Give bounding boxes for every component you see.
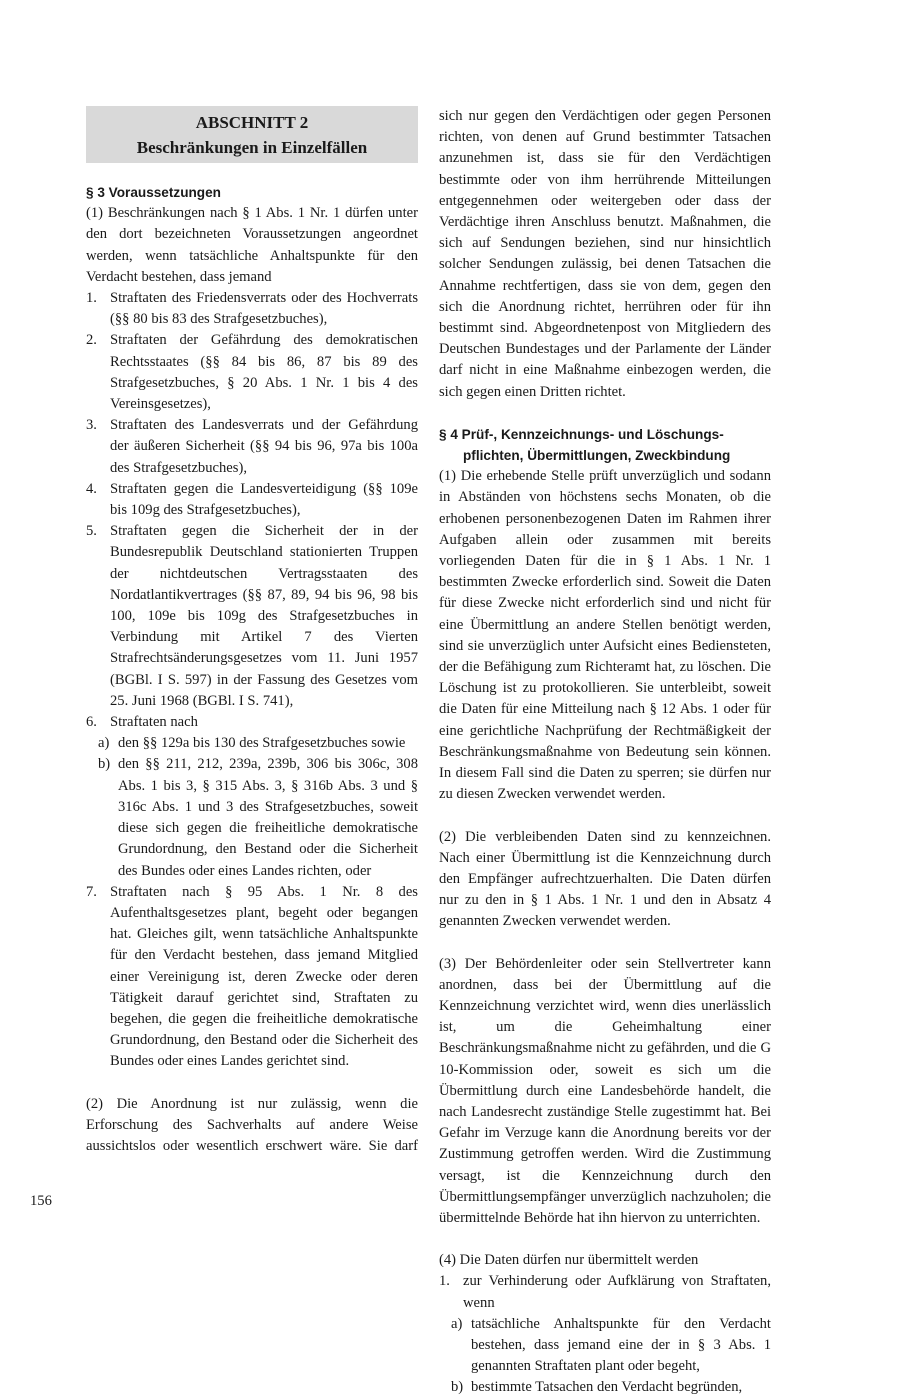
sublist-item [439, 1377, 771, 1398]
item1-sublist [439, 1314, 771, 1399]
sub-letter: a) [98, 735, 110, 752]
sec4-paragraph-4-intro: (4) Die Daten dürfen nur übermittelt werden [439, 1252, 699, 1269]
item-text: Straftaten des Friedensverrats oder des Hochverrats (§§ 80 bis 83 des Strafgesetzbuches), [110, 290, 418, 328]
sec4-paragraph-3: (3) Der Behördenleiter oder sein Stellvertreter kann anordnen, dass bei der Übermittlung auf die Kennzeichnung verzichtet wird, wenn dies unerlässlich ist, um die Geheimhaltung einer Beschränkungsmaßnahme nicht zu gefährden, und die G 10-Kommission oder, soweit es sich um die Übermittlung durch eine Landesbehörde handelt, die nach Landesrecht zuständige Stelle zugestimmt hat. Bei Gefahr im Verzuge kann die Anordnung bereits vor der Zustimmung getroffen werden. Wird die Zustimmung versagt, ist die Kennzeichnung durch den Übermittlungsempfänger unverzüglich nachzuholen; die übermittelnde Behörde hat ihn hiervon zu unterrichten. [439, 955, 771, 1226]
list-item [439, 1271, 771, 1398]
sec3-offence-list [86, 288, 418, 1073]
item-number: 4. [86, 480, 97, 497]
list-item [86, 712, 418, 882]
sub-text: den §§ 129a bis 130 des Strafgesetzbuches sowie [118, 735, 406, 752]
left-column [86, 106, 418, 1157]
sub-letter: a) [451, 1315, 463, 1332]
item-text: Straftaten des Landesverrats und der Gefährdung der äußeren Sicherheit (§§ 94 bis 96, 97a bis 100a des Strafgesetzbuches), [110, 417, 418, 476]
item-text: Straftaten nach [110, 714, 198, 731]
list-item [86, 479, 418, 521]
sec3-paragraph-1-intro: (1) Beschränkungen nach § 1 Abs. 1 Nr. 1 dürfen unter den dort bezeichneten Voraussetzungen angeordnet werden, wenn tatsächliche Anhaltspunkte für den Verdacht bestehen, dass jemand [86, 205, 418, 285]
item-number: 7. [86, 883, 97, 900]
list-item [86, 330, 418, 415]
sub-letter: b) [98, 756, 111, 773]
item-text: Straftaten der Gefährdung des demokratischen Rechtsstaates (§§ 84 bis 86, 87 bis 89 des Strafgesetzbuches, § 20 Abs. 1 Nr. 1 bis 4 des Vereinsgesetzes), [110, 332, 418, 413]
sec4-paragraph-2: (2) Die verbleibenden Daten sind zu kennzeichnen. Nach einer Übermittlung ist die Kennzeichnung durch den Empfänger aufrechtzuerhalten. Die Daten dürfen nur zu den in § 1 Abs. 1 Nr. 1 und den in Absatz 4 genannten Zwecken verwendet werden. [439, 828, 771, 930]
section-banner [86, 106, 418, 163]
right-column [439, 106, 771, 1399]
item-number: 1. [439, 1273, 450, 1290]
section-banner-title: ABSCHNITT 2 [195, 113, 309, 132]
sub-text: tatsächliche Anhaltspunkte für den Verdacht bestehen, dass jemand eine der in § 3 Abs. 1 genannten Straftaten plant oder begeht, [471, 1315, 771, 1375]
list-item [86, 415, 418, 479]
section-banner-subtitle: Beschränkungen in Einzelfällen [136, 138, 368, 157]
sec4-heading-line-1: § 4 Prüf-, Kennzeichnungs- und Löschungs- [439, 426, 724, 442]
sub-text: bestimmte Tatsachen den Verdacht begründen, [471, 1379, 743, 1396]
sublist-item [86, 733, 418, 754]
item-number: 6. [86, 714, 97, 731]
item-number: 5. [86, 523, 97, 540]
sec3-paragraph-2-continued: sich nur gegen den Verdächtigen oder gegen Personen richten, von denen auf Grund bestimmter Tatsachen anzunehmen ist, dass sie für den Verdächtigen bestimmte oder von ihm herrührende Mitteilungen entgegennehmen oder weitergeben oder dass der Verdächtige ihren Anschluss benutzt. Maßnahmen, die sich auf Sendungen beziehen, sind nur hinsichtlich solcher Sendungen zulässig, bei denen Tatsachen die Annahme rechtfertigen, dass sie von dem, gegen den sich die Anordnung richtet, herrühren oder für ihn bestimmt sind. Abgeordnetenpost von Mitgliedern des Deutschen Bundestages und der Parlamente der Länder darf nicht in eine Maßnahme einbezogen werden, die sich gegen einen Dritten richtet. [439, 108, 771, 400]
sec4-paragraph-1: (1) Die erhebende Stelle prüft unverzüglich und sodann in Abständen von höchstens sechs Monaten, ob die erhobenen personenbezogenen Daten im Rahmen ihrer Aufgaben allein oder zusammen mit bereits vorliegenden Daten für die in § 1 Abs. 1 Nr. 1 bestimmten Zwecke erforderlich sind. Soweit die Daten für diese Zwecke nicht erforderlich sind und nicht für eine Übermittlung an andere Stellen benötigt werden, sind sie unverzüglich unter Aufsicht eines Bediensteten, der die Befähigung zum Richteramt hat, zu löschen. Die Löschung ist zu protokollieren. Sie unterbleibt, soweit die Daten für eine Mitteilung nach § 12 Abs. 1 oder für eine gerichtliche Nachprüfung der Rechtmäßigkeit der Beschränkungsmaßnahme von Bedeutung sein können. In diesem Fall sind die Daten zu sperren; sie dürfen nur zu diesen Zwecken verwendet werden. [439, 468, 771, 803]
sec4-heading-line-2: pflichten, Übermittlungen, Zweckbindung [463, 448, 731, 464]
sec3-paragraph-2: (2) Die Anordnung ist nur zulässig, wenn die Erforschung des Sachverhalts auf andere Weise aussichtslos oder wesentlich erschwert wäre. Sie darf [86, 1095, 418, 1154]
list-item [86, 882, 418, 1073]
item-text: Straftaten gegen die Landesverteidigung (§§ 109e bis 109g des Strafgesetzbuches), [110, 480, 418, 519]
sub-text: den §§ 211, 212, 239a, 239b, 306 bis 306c, 308 Abs. 1 bis 3, § 315 Abs. 3, § 316b Abs. 3 und § 316c Abs. 1 und 3 des Strafgesetzbuches, soweit diese sich gegen die freiheitliche demokratische Grundordnung, den Bestand oder die Sicherheit des Bundes oder eines Landes richten, oder [118, 756, 418, 879]
page-number: 156 [30, 1193, 52, 1209]
item-number: 3. [86, 417, 97, 434]
sec4-heading [439, 424, 771, 466]
sec4-transfer-list [439, 1271, 771, 1398]
item-number: 2. [86, 332, 97, 349]
sec3-heading: § 3 Voraussetzungen [86, 185, 221, 200]
sublist-item [439, 1314, 771, 1378]
list-item [86, 288, 418, 330]
item6-sublist [86, 733, 418, 881]
item-number: 1. [86, 290, 97, 307]
list-item [86, 521, 418, 712]
sub-letter: b) [451, 1379, 464, 1396]
item-text: Straftaten nach § 95 Abs. 1 Nr. 8 des Aufenthaltsgesetzes plant, begeht oder begangen hat. Gleiches gilt, wenn tatsächliche Anhaltspunkte für den Verdacht bestehen, dass jemand Mitglied einer Vereinigung ist, deren Zwecke oder deren Tätigkeit darauf gerichtet sind, Straftaten zu begehen, die gegen die freiheitliche demokratische Grundordnung, den Bestand oder die Sicherheit des Bundes oder eines Landes gerichtet sind. [110, 883, 418, 1070]
item-text: zur Verhinderung oder Aufklärung von Straftaten, wenn [463, 1273, 771, 1311]
item-text: Straftaten gegen die Sicherheit der in der Bundesrepublik Deutschland stationierten Truppen der nichtdeutschen Vertragsstaaten des Nordatlantikvertrages (§§ 87, 89, 94 bis 96, 98 bis 100, 109e bis 109g des Strafgesetzbuches in Verbindung mit Artikel 7 des Vierten Strafrechtsänderungsgesetzes vom 11. Juni 1957 (BGBl. I S. 597) in der Fassung des Gesetzes vom 25. Juni 1968 (BGBl. I S. 741), [110, 523, 418, 709]
sublist-item [86, 754, 418, 881]
